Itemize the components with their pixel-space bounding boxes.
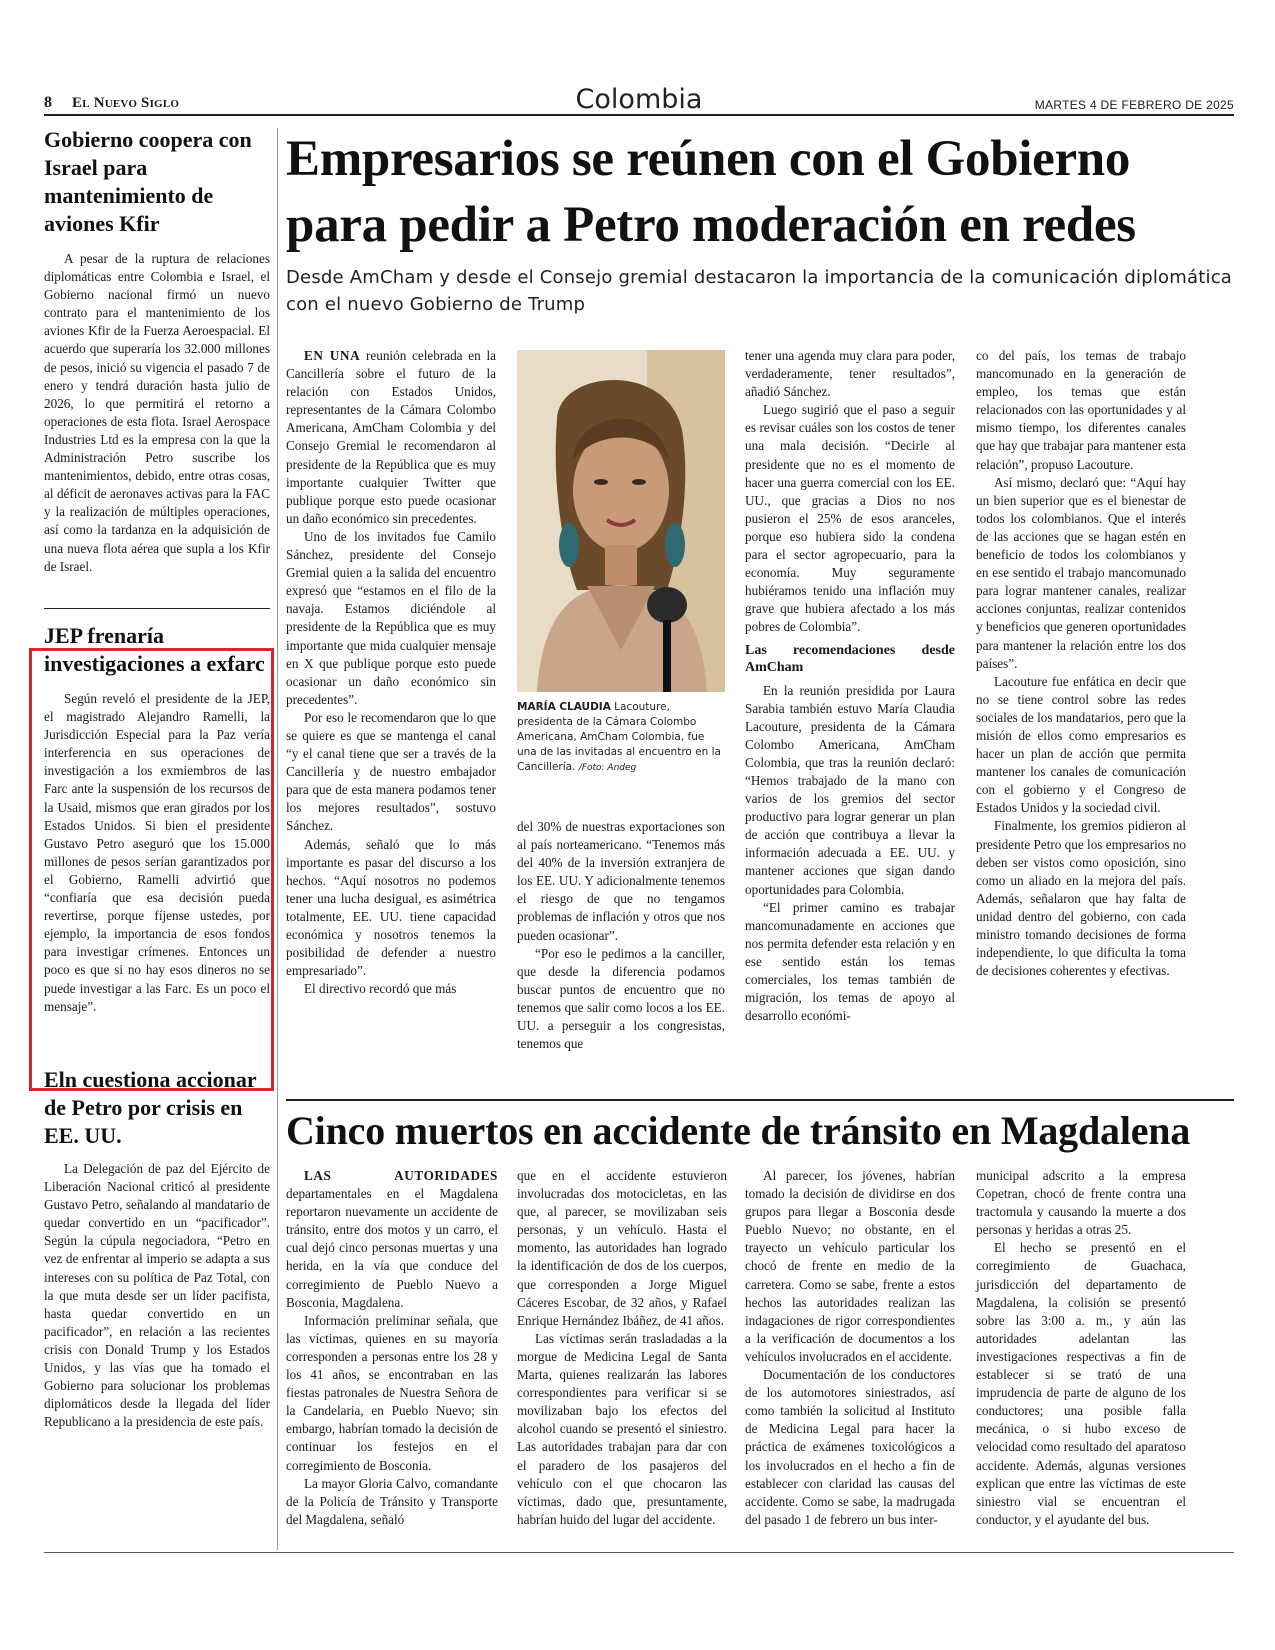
paragraph: “El primer camino es trabajar mancomunadamente en acciones que nos permita defender esta relación y en ese sentido están los temas comerciales, los temas también de migración, los temas de apoyo al desarrollo económi- <box>745 899 955 1024</box>
brief-eln <box>44 1066 270 1431</box>
article-deck: Desde AmCham y desde el Consejo gremial destacaron la importancia de la comunicación diplomática con el nuevo Gobierno de Trump <box>286 267 1233 315</box>
paragraph: Lacouture fue enfática en decir que no se tiene control sobre las redes sociales de los mandatarios, pero que la misión de ellos como empresarios es hacer un plan de acción que permita mantener los canales de comunicación con el gobierno y el Congreso de Estados Unidos y la sociedad civil. <box>976 673 1186 816</box>
article-lead: EN UNA <box>304 348 361 363</box>
paragraph: co del país, los temas de trabajo mancomunado en la generación de empleo, los temas que están relacionados con las oportunidades y al mismo tiempo, los diferentes canales que hay que trabajar para mantener esta relación”, propuso Lacouture. <box>976 348 1186 472</box>
brief-title: JEP frenaría investigaciones a exfarc <box>44 623 265 676</box>
page-header <box>44 86 1234 116</box>
portrait-illustration <box>517 350 725 692</box>
column-divider <box>277 128 278 1550</box>
paragraph: Así mismo, declaró que: “Aquí hay un bien superior que es el bienestar de todos los colombianos. Que el interés de las acciones que se hagan estén en beneficio de todos los colombianos y en ese sentido el trabajo mancomunado para lograr mantener canales, realizar acciones conjuntas, realizar contenidos y beneficios que generen oportunidades para mantener la relación entre los dos países”. <box>976 474 1186 671</box>
paragraph: El directivo recordó que más <box>304 981 457 997</box>
paragraph: El hecho se presentó en el corregimiento de Guachaca, jurisdicción del departamento de Magdalena, la colisión se presentó sobre las 3:00 a. m., y aún las autoridades adelantan las investigaciones respectivas a fin de establecer si se trató de una imprudencia de parte de alguno de los conductores; una posible falla mecánica, o si hubo exceso de velocidad como resultado del aparatoso accidente. Además, algunas versiones explican que entre las víctimas de este siniestro vial se encuentran el conductor, y el ayudante del bus. <box>976 1240 1186 1527</box>
highlight-box <box>29 648 274 1091</box>
article-column-3 <box>745 347 955 1025</box>
paragraph: Al parecer, los jóvenes, habrían tomado la decisión de dividirse en dos grupos para llegar a Bosconia desde Pueblo Nuevo; no obstante, en el trayecto un vehículo particular los chocó de frente en medio de la carretera. Como se sabe, frente a estos hechos las autoridades realizan las indagaciones de rigor correspondientes a la verificación de documentos a los vehículos involucrados en el accidente. <box>745 1168 955 1364</box>
paragraph: Documentación de los conductores de los automotores siniestrados, así como también la solicitud al Instituto de Medicina Legal para hacer la práctica de exámenes toxicológicos a los involucrados en el hecho a fin de establecer con claridad las causas del accidente. Como se sabe, la madrugada del pasado 1 de febrero un bus inter- <box>745 1367 955 1527</box>
article-column-2 <box>517 818 725 1053</box>
article2-headline: Cinco muertos en accidente de tránsito en Magdalena <box>286 1108 1191 1153</box>
caption-text: Lacouture, presidenta de la Cámara Colombo Americana, AmCham Colombia, fue una de las invitadas al encuentro en la Cancillería. <box>517 701 721 773</box>
paragraph: del 30% de nuestras exportaciones son al país norteamericano. “Tenemos más del 40% de la inversión extranjera de los EE. UU. Y adicionalmente tenemos el riesgo de que no tengamos problemas de inflación y otros que nos pueden ocasionar”. <box>517 819 725 943</box>
paragraph: Luego sugirió que el paso a seguir es revisar cuáles son los costos de tener una mala decisión. “Decirle al presidente que no es el momento de hacer una guerra comercial con los EE. UU., que gracias a Dios no nos pusieron el 25% de esos aranceles, porque eso hubiera sido la condena para el sector agropecuario, para la economía. Muy seguramente hubiéramos tenido una inflación muy grave que hubiera afectado a los más pobres de Colombia”. <box>745 402 955 635</box>
brief-body: Según reveló el presidente de la JEP, el magistrado Alejandro Ramelli, la Jurisdicción Especial para la Paz vería interferencia en sus operaciones de investigación a los exmiembros de las Farc ante la suspensión de los recursos de la Usaid, mismos que eran girados por los Estados Unidos. Si bien el presidente Gustavo Petro aseguró que los 15.000 millones de pesos serían garantizados por el Gobierno, Ramelli advirtió que “confiaría que esa decisión pueda revertirse, porque fíjense ustedes, por ejemplo, la importancia de esos fondos para investigar crímenes. Entonces un poco es que si no hay esos dineros no se puede investigar a las Farc. Es un poco el mensaje”. <box>44 691 270 1014</box>
article-column-1 <box>286 347 496 998</box>
article-lead: LAS AUTORIDADES <box>304 1168 498 1183</box>
page-bottom-rule <box>44 1552 1234 1553</box>
issue-date: MARTES 4 DE FEBRERO DE 2025 <box>1034 98 1234 112</box>
brief-body: A pesar de la ruptura de relaciones diplomáticas entre Colombia e Israel, el Gobierno nacional firmó un nuevo contrato para el mantenimiento de los aviones Kfir de la Fuerza Aeroespacial. El acuerdo que superaría los 32.000 millones de pesos, inició su vigencia el pasado 7 de enero y tendrá duración hasta julio de 2026, lo que permitirá el retorno a operaciones de esta flota. Israel Aerospace Industries Ltd es la empresa con la que la Administración Petro suscribe los mantenimientos, debido, entre otras cosas, al déficit de aeronaves activas para la FAC y la realización de múltiples operaciones, así como la tardanza en la adquisición de una nueva flota aérea que supla a los Kfir de Israel. <box>44 251 270 574</box>
article2-column-1 <box>286 1167 498 1529</box>
brief-title: Gobierno coopera con Israel para mantenimiento de aviones Kfir <box>44 127 252 236</box>
paragraph: Por eso le recomendaron que lo que se quiere es que se mantenga el canal “y el canal tiene que ser a través de la Cancillería y de nuestro embajador para que de esta manera podamos tener los mejores resultados”, sostuvo Sánchez. <box>286 709 496 834</box>
paragraph: reunión celebrada en la Cancillería sobre el futuro de la relación con Estados Unidos, representantes de la Cámara Colombo Americana, AmCham Colombia y del Consejo Gremial le recomendaron al presidente de la República que es muy importante cualquier Twitter que publique porque esto puede ocasionar un daño económico sin precedentes. <box>286 348 496 526</box>
paragraph: En la reunión presidida por Laura Sarabia también estuvo María Claudia Lacouture, presidenta de la Cámara Colombo Americana, AmCham Colombia, que tras la reunión declaró: “Hemos trabajado de la mano con varios de los gremios del sector productivo para lograr generar un plan de acción que contribuya a llevar la información adecuada a EE. UU. y mantener acciones que sigan dando oportunidades para Colombia. <box>745 682 955 897</box>
photo-caption <box>517 700 725 776</box>
paragraph: “Por eso le pedimos a la canciller, que desde la diferencia podamos buscar puntos de encuentro que no tenemos que salir como locos a los EE. UU. a perseguir a los congresistas, tenemos que <box>517 945 725 1052</box>
article-divider <box>286 1099 1234 1101</box>
divider <box>44 608 270 609</box>
newspaper-name: El Nuevo Siglo <box>72 95 180 111</box>
page-number: 8 <box>44 94 52 111</box>
paragraph: Uno de los invitados fue Camilo Sánchez, presidente del Consejo Gremial quien a la salida del encuentro expresó que “estamos en el filo de la navaja. Estamos diciéndole al presidente de la República que es muy importante que mida cualquier mensaje en X que publique porque esto puede ocasionar un daño económico sin precedentes”. <box>286 528 496 707</box>
paragraph: tener una agenda muy clara para poder, verdaderamente, tener resultados”, añadió Sánchez. <box>745 348 955 400</box>
paragraph: departamentales en el Magdalena reportaron nuevamente un accidente de tránsito, entre dos motos y un carro, el cual dejó cinco personas muertas y una herida, en la vía que conduce del corregimiento de Pueblo Nuevo a Bosconia, Magdalena. <box>286 1186 498 1310</box>
brief-kfir <box>44 126 270 576</box>
article2-column-4 <box>976 1167 1186 1529</box>
article-column-4 <box>976 347 1186 980</box>
paragraph: municipal adscrito a la empresa Copetran, chocó de frente contra una tractomula y causando la muerte a dos personas y heridas a otras 25. <box>976 1168 1186 1238</box>
article2-column-3 <box>745 1167 955 1529</box>
paragraph: Información preliminar señala, que las víctimas, quienes en su mayoría corresponden a personas entre los 28 y los 41 años, se encontraban en las fiestas patronales de Nuestra Señora de la Candelaria, en Pueblo Nuevo; sin embargo, habrían tomado la decisión de continuar los festejos en el corregimiento de Bosconia. <box>286 1312 498 1473</box>
article2-column-2 <box>517 1167 727 1529</box>
paragraph: Las víctimas serán trasladadas a la morgue de Medicina Legal de Santa Marta, quienes realizarán las labores correspondientes para verificar si se movilizaban bajo los efectos del alcohol cuando se presentó el siniestro. Las autoridades trabajan para dar con el paradero de los pasajeros del vehículo con el que chocaron las víctimas, dado que, presuntamente, habrían huido del lugar del accidente. <box>517 1330 727 1527</box>
paragraph: La mayor Gloria Calvo, comandante de la Policía de Tránsito y Transporte del Magdalena, señaló <box>286 1475 498 1527</box>
photo-credit: /Foto: Andeg <box>578 763 637 773</box>
brief-title: Eln cuestiona accionar de Petro por crisis en EE. UU. <box>44 1067 257 1148</box>
brief-body: La Delegación de paz del Ejército de Liberación Nacional criticó al presidente Gustavo Petro, señalando al mandatario de quedar convertido en un “pacificador”. Según la cúpula negociadora, “Petro en vez de enfrentar al imperio se adapta a sus intereses con su política de Paz Total, con la que muta desde ser un líder pacifista, hasta quedar convertido en un pacificador”, en relación a las recientes crisis con Donald Trump y los Estados Unidos, y las vías que ha tomado el Gobierno para solucionar los problemas diplomáticos desde la llegada del líder Republicano a la presidencia de este país. <box>44 1161 270 1430</box>
paragraph: Finalmente, los gremios pidieron al presidente Petro que los empresarios no deben ser vistos como oposición, sino como un aliado en la mejora del país. Además, señalaron que hay falta de unidad dentro del gobierno, con cada ministro tomando decisiones de forma independiente, lo que dificulta la toma de decisiones coherentes y efectivas. <box>976 818 1186 979</box>
article-headline: Empresarios se reúnen con el Gobierno para pedir a Petro moderación en redes <box>286 131 1136 253</box>
paragraph: que en el accidente estuvieron involucradas dos motocicletas, en las que, al parecer, se movilizaban seis personas, y un vehículo. Hasta el momento, las autoridades han logrado la identificación de dos de los cuerpos, que corresponden a Jorge Miguel Cáceres Escobar, de 32 años, y Rafael Enrique Hernández Ibáñez, de 41 años. <box>517 1168 727 1328</box>
paragraph: Además, señaló que lo más importante es pasar del discurso a los hechos. “Aquí nosotros no podemos tener una lucha desigual, es asimétrica totalmente, EE. UU. tiene capacidad económica y nosotros tenemos la posibilidad de defender a nuestro empresariado”. <box>286 836 496 979</box>
caption-name: MARÍA CLAUDIA <box>517 701 611 713</box>
portrait-photo <box>517 350 725 692</box>
section-title: Colombia <box>575 84 703 115</box>
main-article-header <box>286 126 1234 318</box>
article-subhead: Las recomendaciones desde AmCham <box>745 642 955 675</box>
